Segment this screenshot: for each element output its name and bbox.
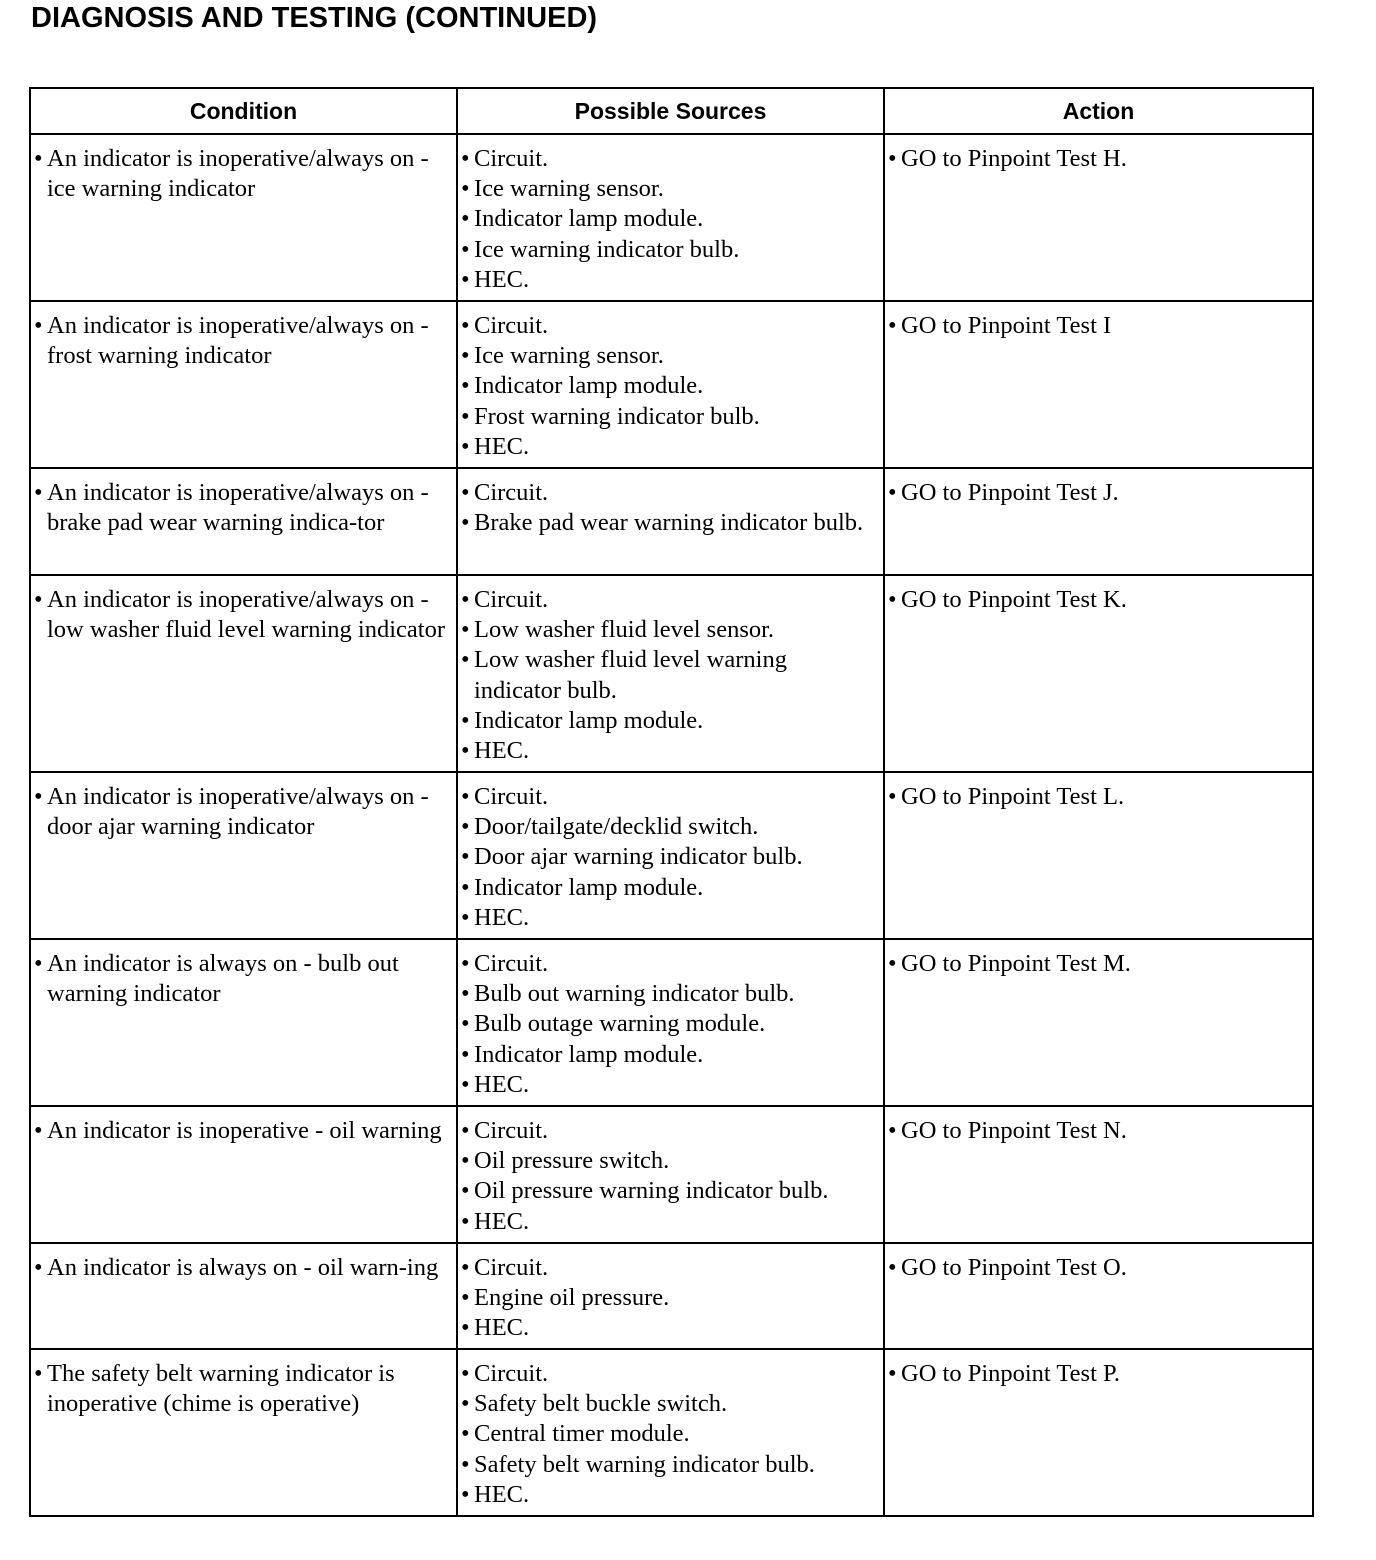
source-item-text: HEC. — [474, 1207, 530, 1235]
source-item — [461, 1313, 879, 1343]
bullet-glyph: • — [34, 1254, 43, 1281]
bullet-glyph: • — [888, 586, 897, 613]
bullet-glyph: • — [461, 980, 470, 1008]
condition — [34, 1359, 452, 1419]
bullet-glyph: • — [34, 145, 43, 172]
table-row — [30, 134, 1313, 301]
bullet-glyph: • — [461, 616, 470, 644]
source-item-text: Indicator lamp module. — [474, 1040, 704, 1068]
bullet-glyph: • — [461, 312, 470, 339]
bullet-glyph: • — [461, 873, 470, 901]
source-item — [461, 204, 879, 234]
bullet-glyph: • — [461, 1314, 470, 1342]
table-header-row — [30, 88, 1313, 134]
source-item-text: Central timer module. — [474, 1420, 690, 1448]
bullet-glyph: • — [888, 950, 897, 977]
bullet-glyph: • — [461, 1207, 470, 1235]
source-item — [461, 706, 879, 736]
bullet-glyph: • — [34, 312, 43, 339]
source-item — [461, 144, 879, 174]
condition-cell — [30, 134, 457, 301]
bullet-glyph: • — [461, 737, 470, 765]
action — [888, 949, 1308, 979]
source-item-text: Circuit. — [474, 950, 549, 977]
sources-cell — [457, 301, 884, 468]
bullet-glyph: • — [888, 479, 897, 506]
bullet-glyph: • — [461, 1177, 470, 1205]
source-item — [461, 842, 879, 872]
bullet-glyph: • — [461, 509, 470, 537]
bullet-glyph: • — [461, 1360, 470, 1387]
action-text: GO to Pinpoint Test P. — [901, 1360, 1121, 1387]
bullet-glyph: • — [888, 1117, 897, 1144]
bullet-glyph: • — [888, 312, 897, 339]
action — [888, 782, 1308, 812]
action-text: GO to Pinpoint Test M. — [901, 950, 1131, 977]
condition — [34, 949, 452, 1009]
table-row — [30, 1349, 1313, 1516]
bullet-glyph: • — [461, 432, 470, 460]
sources-cell — [457, 1349, 884, 1516]
condition-text: An indicator is inoperative/always on - frost warning indicator — [47, 312, 429, 370]
source-item — [461, 979, 879, 1009]
source-item — [461, 432, 879, 462]
bullet-glyph: • — [461, 265, 470, 293]
source-item-text: HEC. — [474, 432, 530, 460]
bullet-glyph: • — [461, 903, 470, 931]
bullet-glyph: • — [461, 586, 470, 613]
source-item-text: Engine oil pressure. — [474, 1284, 670, 1312]
bullet-glyph: • — [461, 402, 470, 430]
action-cell — [884, 939, 1313, 1106]
bullet-glyph: • — [461, 1010, 470, 1038]
source-item — [461, 782, 879, 812]
condition — [34, 782, 452, 842]
table-body — [30, 134, 1313, 1516]
action-text: GO to Pinpoint Test O. — [901, 1254, 1127, 1281]
bullet-glyph: • — [888, 783, 897, 810]
bullet-glyph: • — [461, 1420, 470, 1448]
action-cell — [884, 301, 1313, 468]
source-item-text: Frost warning indicator bulb. — [474, 402, 760, 430]
bullet-glyph: • — [34, 479, 43, 506]
action-cell — [884, 468, 1313, 575]
source-item — [461, 1450, 879, 1480]
source-item-text: Oil pressure switch. — [474, 1147, 670, 1175]
sources-cell — [457, 772, 884, 939]
source-item-text: Circuit. — [474, 1117, 549, 1144]
condition-text: An indicator is always on - bulb out warning indicator — [47, 950, 399, 1008]
action-cell — [884, 1349, 1313, 1516]
source-item — [461, 903, 879, 933]
source-item-text: Ice warning sensor. — [474, 342, 664, 370]
condition — [34, 478, 452, 538]
action-text: GO to Pinpoint Test H. — [901, 145, 1127, 172]
source-item-text: Bulb outage warning module. — [474, 1010, 766, 1038]
source-item — [461, 402, 879, 432]
bullet-glyph: • — [461, 950, 470, 977]
source-item-text: HEC. — [474, 1480, 530, 1508]
bullet-glyph: • — [461, 1254, 470, 1281]
source-item — [461, 1040, 879, 1070]
condition-cell — [30, 468, 457, 575]
source-item — [461, 1419, 879, 1449]
source-item — [461, 736, 879, 766]
bullet-glyph: • — [461, 783, 470, 810]
bullet-glyph: • — [461, 145, 470, 172]
source-item — [461, 478, 879, 508]
source-item — [461, 1283, 879, 1313]
bullet-glyph: • — [461, 706, 470, 734]
bullet-glyph: • — [461, 342, 470, 370]
condition-text: An indicator is inoperative/always on - low washer fluid level warning indicator — [47, 586, 446, 644]
source-item — [461, 371, 879, 401]
source-item-text: Circuit. — [474, 145, 549, 172]
sources-cell — [457, 1106, 884, 1243]
condition-text: An indicator is inoperative/always on - ice warning indicator — [47, 145, 429, 203]
bullet-glyph: • — [461, 372, 470, 400]
condition-text: An indicator is inoperative/always on - door ajar warning indicator — [47, 783, 429, 841]
bullet-glyph: • — [888, 1360, 897, 1387]
source-item-text: Brake pad wear warning indicator bulb. — [474, 509, 864, 537]
table-row — [30, 939, 1313, 1106]
table-row — [30, 1243, 1313, 1349]
source-item — [461, 235, 879, 265]
bullet-glyph: • — [888, 145, 897, 172]
action-cell — [884, 772, 1313, 939]
condition-text: The safety belt warning indicator is inoperative (chime is operative) — [47, 1360, 395, 1418]
action-text: GO to Pinpoint Test I — [901, 312, 1112, 339]
action — [888, 1359, 1308, 1389]
bullet-glyph: • — [461, 1040, 470, 1068]
sources-cell — [457, 468, 884, 575]
source-item — [461, 1253, 879, 1283]
bullet-glyph: • — [461, 843, 470, 871]
action-cell — [884, 1243, 1313, 1349]
header-possible-sources: Possible Sources — [457, 88, 884, 134]
source-item — [461, 265, 879, 295]
source-item — [461, 949, 879, 979]
source-item — [461, 873, 879, 903]
action-text: GO to Pinpoint Test J. — [901, 479, 1119, 506]
table-row — [30, 575, 1313, 772]
sources-cell — [457, 575, 884, 772]
bullet-glyph: • — [461, 175, 470, 203]
source-item-text: Indicator lamp module. — [474, 205, 704, 233]
bullet-glyph: • — [34, 586, 43, 613]
bullet-glyph: • — [461, 1390, 470, 1418]
source-item — [461, 1207, 879, 1237]
source-item-text: Indicator lamp module. — [474, 706, 704, 734]
source-item — [461, 812, 879, 842]
header-condition: Condition — [30, 88, 457, 134]
condition-text: An indicator is inoperative/always on - brake pad wear warning indica-tor — [47, 479, 429, 537]
source-item-text: Circuit. — [474, 586, 549, 613]
source-item-text: Ice warning indicator bulb. — [474, 235, 740, 263]
condition — [34, 585, 452, 645]
source-item — [461, 615, 879, 645]
bullet-glyph: • — [461, 1450, 470, 1478]
bullet-glyph: • — [461, 813, 470, 841]
bullet-glyph: • — [461, 1147, 470, 1175]
header-action: Action — [884, 88, 1313, 134]
condition — [34, 144, 452, 204]
action-text: GO to Pinpoint Test K. — [901, 586, 1127, 613]
source-item — [461, 311, 879, 341]
source-item — [461, 1359, 879, 1389]
source-item-text: HEC. — [474, 265, 530, 293]
source-item — [461, 1116, 879, 1146]
condition-cell — [30, 1349, 457, 1516]
bullet-glyph: • — [461, 235, 470, 263]
source-item — [461, 341, 879, 371]
sources-cell — [457, 939, 884, 1106]
source-item-text: Circuit. — [474, 312, 549, 339]
sources-cell — [457, 1243, 884, 1349]
source-item-text: Safety belt warning indicator bulb. — [474, 1450, 815, 1478]
source-item-text: HEC. — [474, 1314, 530, 1342]
source-item-text: Door/tailgate/decklid switch. — [474, 813, 759, 841]
condition — [34, 311, 452, 371]
bullet-glyph: • — [888, 1254, 897, 1281]
source-item — [461, 1070, 879, 1100]
source-item-text: Door ajar warning indicator bulb. — [474, 843, 803, 871]
bullet-glyph: • — [461, 1284, 470, 1312]
source-item-text: Circuit. — [474, 479, 549, 506]
action — [888, 311, 1308, 341]
source-item — [461, 1146, 879, 1176]
bullet-glyph: • — [461, 479, 470, 506]
source-item — [461, 508, 879, 538]
action-cell — [884, 134, 1313, 301]
action-text: GO to Pinpoint Test L. — [901, 783, 1125, 810]
bullet-glyph: • — [34, 1117, 43, 1144]
condition-cell — [30, 575, 457, 772]
table-row — [30, 772, 1313, 939]
bullet-glyph: • — [34, 950, 43, 977]
source-item-text: Low washer fluid level warning indicator bulb. — [474, 646, 787, 704]
source-item-text: Safety belt buckle switch. — [474, 1390, 728, 1418]
action — [888, 478, 1308, 508]
bullet-glyph: • — [34, 783, 43, 810]
source-item-text: Ice warning sensor. — [474, 175, 664, 203]
table-row — [30, 301, 1313, 468]
table-row — [30, 1106, 1313, 1243]
action — [888, 1116, 1308, 1146]
source-item-text: Circuit. — [474, 1254, 549, 1281]
source-item-text: Indicator lamp module. — [474, 873, 704, 901]
action-cell — [884, 1106, 1313, 1243]
bullet-glyph: • — [461, 1070, 470, 1098]
source-item-text: HEC. — [474, 737, 530, 765]
condition — [34, 1253, 452, 1283]
action-cell — [884, 575, 1313, 772]
source-item-text: Circuit. — [474, 1360, 549, 1387]
page-title: DIAGNOSIS AND TESTING (CONTINUED) — [31, 2, 598, 34]
bullet-glyph: • — [461, 646, 470, 674]
condition-cell — [30, 772, 457, 939]
sources-cell — [457, 134, 884, 301]
condition — [34, 1116, 452, 1146]
source-item-text: Circuit. — [474, 783, 549, 810]
condition-cell — [30, 939, 457, 1106]
condition-cell — [30, 1106, 457, 1243]
action-text: GO to Pinpoint Test N. — [901, 1117, 1127, 1144]
bullet-glyph: • — [34, 1360, 43, 1387]
source-item-text: Low washer fluid level sensor. — [474, 616, 775, 644]
action — [888, 144, 1308, 174]
condition-text: An indicator is inoperative - oil warning — [47, 1117, 442, 1144]
source-item — [461, 1176, 879, 1206]
source-item-text: HEC. — [474, 903, 530, 931]
source-item-text: Oil pressure warning indicator bulb. — [474, 1177, 829, 1205]
source-item — [461, 1009, 879, 1039]
source-item — [461, 585, 879, 615]
bullet-glyph: • — [461, 1117, 470, 1144]
diagnosis-table — [29, 87, 1314, 1517]
source-item — [461, 645, 879, 705]
table-row — [30, 468, 1313, 575]
source-item — [461, 1480, 879, 1510]
condition-text: An indicator is always on - oil warn-ing — [47, 1254, 439, 1281]
source-item-text: HEC. — [474, 1070, 530, 1098]
source-item-text: Bulb out warning indicator bulb. — [474, 980, 795, 1008]
bullet-glyph: • — [461, 1480, 470, 1508]
action — [888, 1253, 1308, 1283]
bullet-glyph: • — [461, 205, 470, 233]
source-item-text: Indicator lamp module. — [474, 372, 704, 400]
action — [888, 585, 1308, 615]
source-item — [461, 174, 879, 204]
source-item — [461, 1389, 879, 1419]
condition-cell — [30, 301, 457, 468]
condition-cell — [30, 1243, 457, 1349]
